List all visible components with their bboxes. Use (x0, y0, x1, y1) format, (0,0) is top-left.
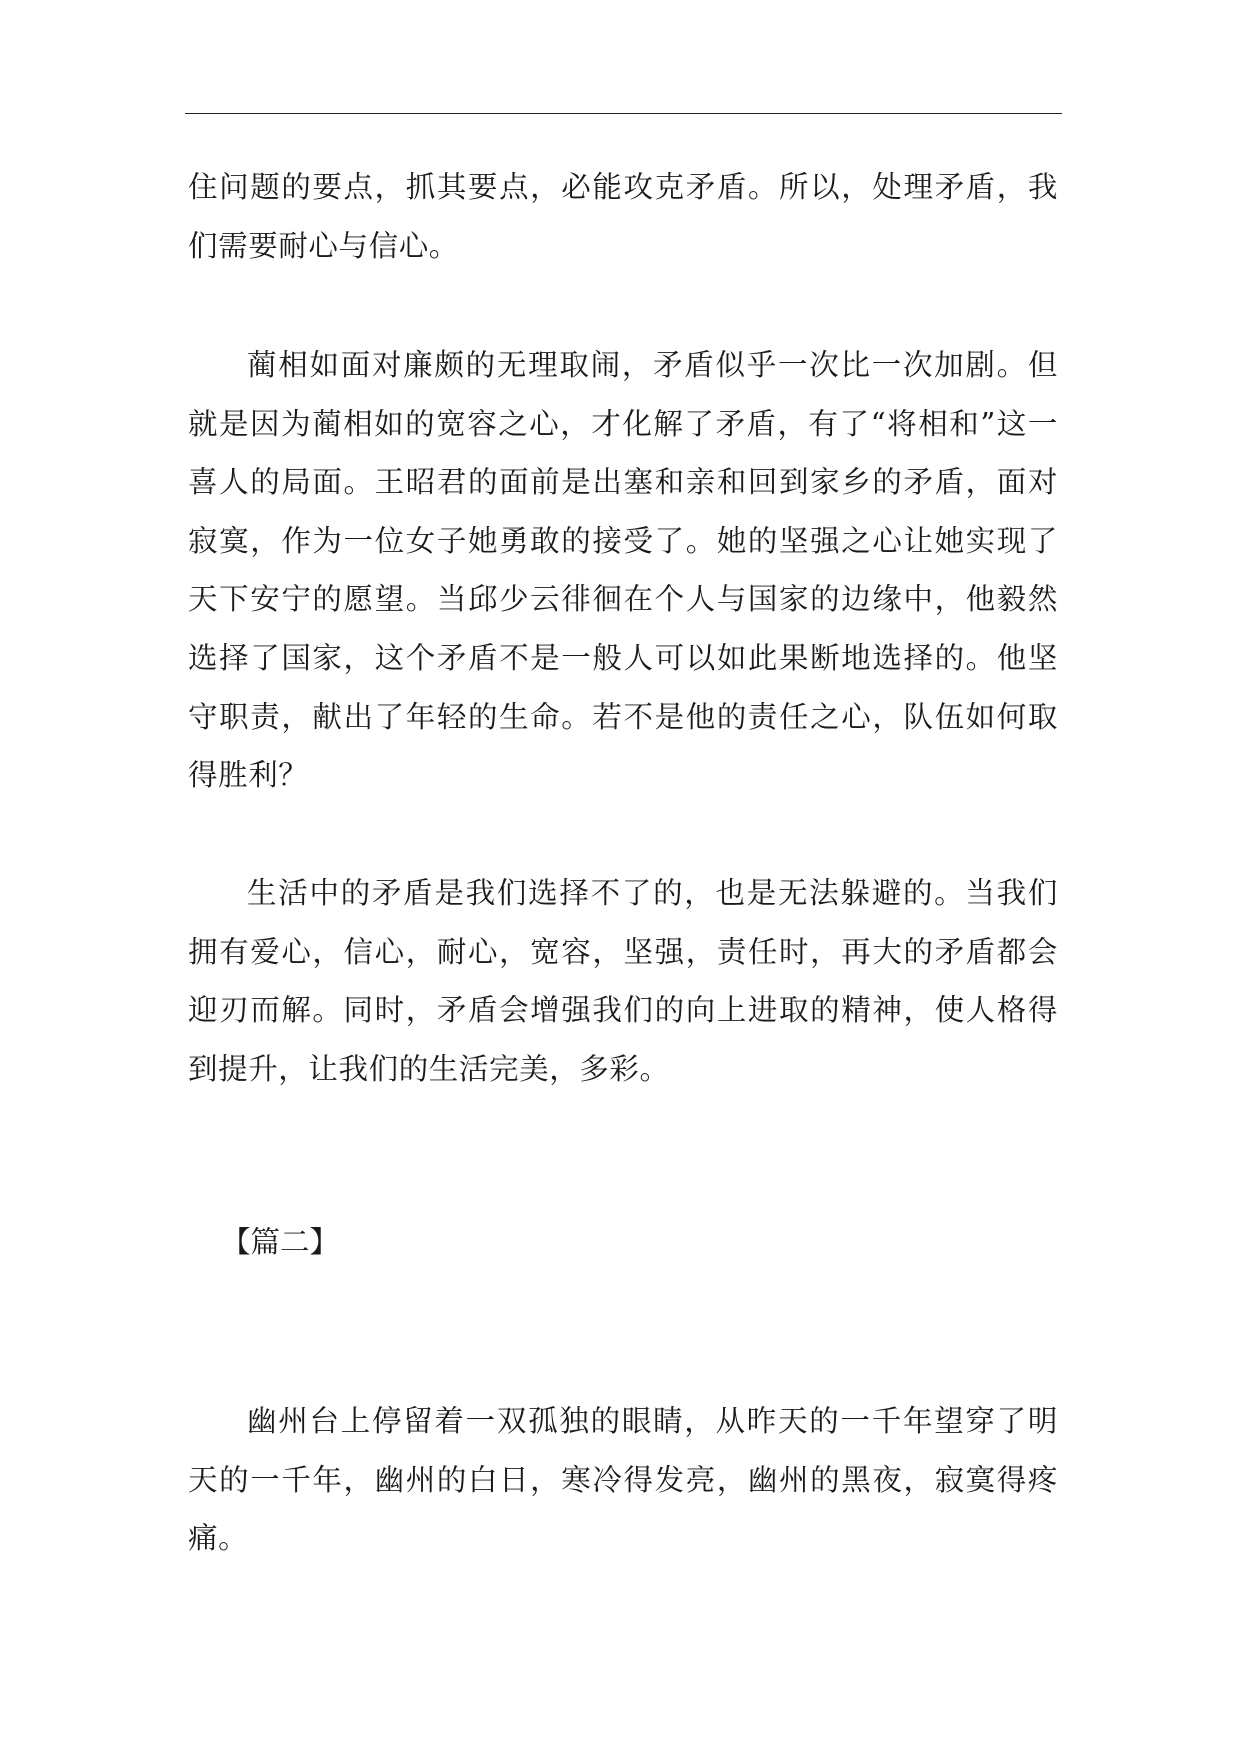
header-rule (185, 113, 1062, 114)
section-heading: 【篇二】 (221, 1225, 340, 1259)
paragraph-3: 生活中的矛盾是我们选择不了的，也是无法躲避的。当我们拥有爱心，信心，耐心，宽容，坚强，责任时，再大的矛盾都会迎刃而解。同时，矛盾会增强我们的向上进取的精神，使人格得到提升，让我们的生活完美，多彩。 (188, 876, 1058, 1086)
paragraph-1: 住问题的要点，抓其要点，必能攻克矛盾。所以，处理矛盾，我们需要耐心与信心。 (188, 170, 1058, 263)
paragraph-4: 幽州台上停留着一双孤独的眼睛，从昨天的一千年望穿了明天的一千年，幽州的白日，寒冷得发亮，幽州的黑夜，寂寞得疼痛。 (188, 1404, 1058, 1556)
paragraph-2: 蔺相如面对廉颇的无理取闹，矛盾似乎一次比一次加剧。但就是因为蔺相如的宽容之心，才化解了矛盾，有了“将相和”这一喜人的局面。王昭君的面前是出塞和亲和回到家乡的矛盾，面对寂寞，作为一位女子她勇敢的接受了。她的坚强之心让她实现了天下安宁的愿望。当邱少云徘徊在个人与国家的边缘中，他毅然选择了国家，这个矛盾不是一般人可以如此果断地选择的。他坚守职责，献出了年轻的生命。若不是他的责任之心，队伍如何取得胜利？ (188, 348, 1058, 793)
